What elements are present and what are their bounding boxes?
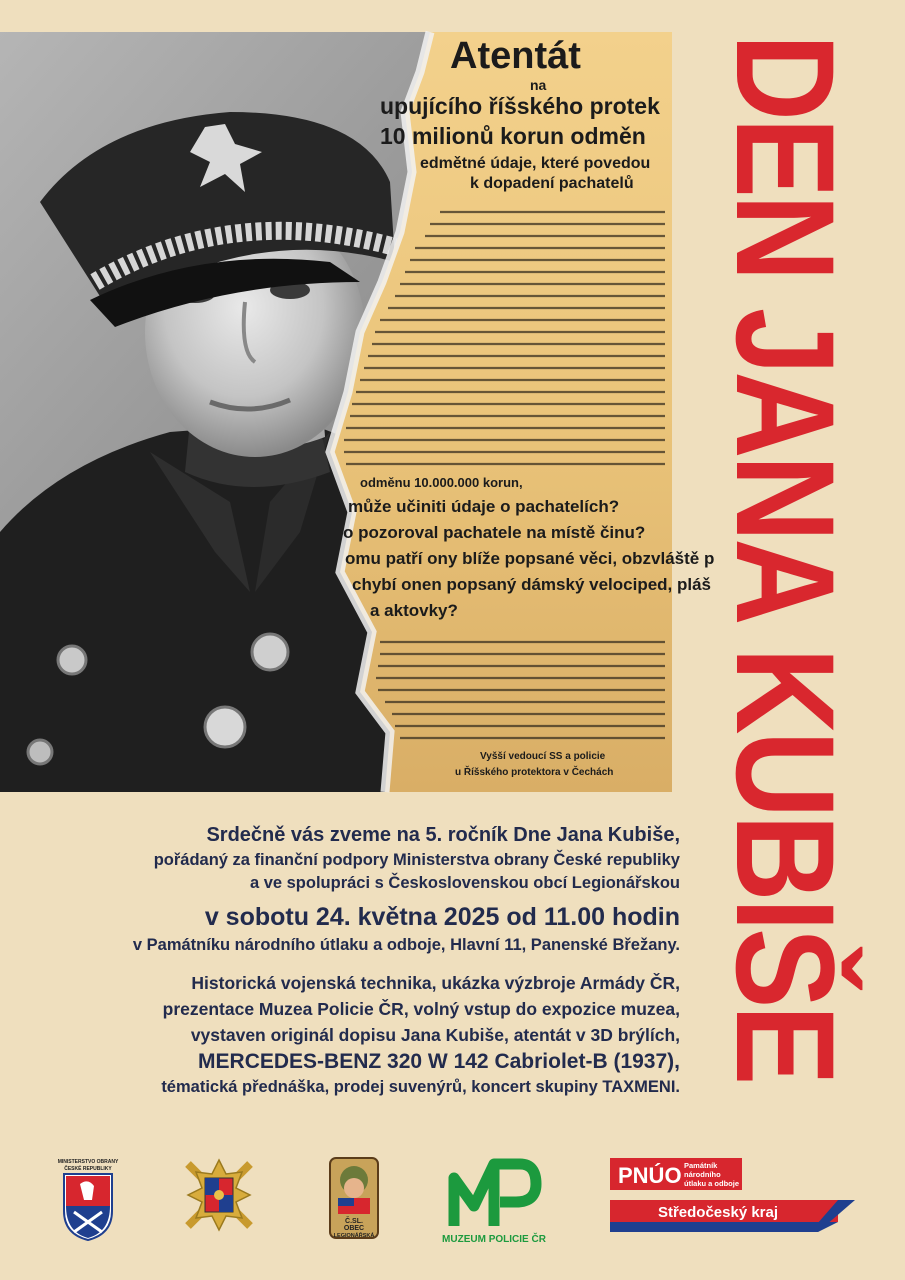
uniform-button [252,634,288,670]
uniform-button [58,646,86,674]
invite-line: pořádaný za finanční podpory Ministerstva obrany České republiky [153,851,680,869]
mp-monogram-icon [454,1164,494,1226]
photo-illustration [0,32,715,792]
program-line-car: MERCEDES-BENZ 320 W 142 Cabriolet-B (1937), [198,1050,680,1073]
logo-label: útlaku a odboje [684,1179,740,1188]
program-line: Historická vojenská technika, ukázka výzbroje Armády ČR, [191,973,680,993]
logo-label: LEGIONÁŘSKÁ [333,1233,375,1239]
newspaper-line: edmětné údaje, které povedou [420,155,651,172]
uniform-button [28,740,52,764]
logo-label: MINISTERSTVO OBRANY [57,1159,119,1165]
event-description [20,822,680,1098]
logo-label: Památník [684,1161,718,1170]
newspaper-signature: u Říšského protektora v Čechách [455,767,614,778]
event-date: v sobotu 24. května 2025 od 11.00 hodin [204,903,680,931]
newspaper-signature: Vyšší vedoucí SS a policie [480,751,606,762]
newspaper-line: odměnu 10.000.000 korun, [360,475,523,490]
vertical-title-container [700,34,870,1124]
partner-logos [0,1150,905,1250]
logo-label: národního [684,1170,721,1179]
newspaper-line: k dopadení pachatelů [470,175,634,192]
logo-label: Č.SL. [345,1218,363,1225]
newspaper-line: na [530,77,547,93]
newspaper-line: upujícího říšského protek [380,93,660,119]
police-museum-logo [440,1156,548,1246]
ministry-of-defence-logo [58,1156,118,1242]
invite-line: Srdečně vás zveme na 5. ročník Dne Jana Kubiše, [206,824,680,846]
newspaper-question: chybí onen popsaný dámský velociped, pláš [352,575,712,594]
newspaper-question: a aktovky? [370,601,458,620]
newspaper-line: 10 milionů korun odměn [380,123,646,149]
logo-label: MUZEUM POLICIE ČR [442,1234,546,1245]
poster-title: DEN JANA KUBIŠE [707,34,864,1082]
logo-label: ČESKÉ REPUBLIKY [64,1166,112,1172]
newspaper-question: může učiniti údaje o pachatelích? [348,497,620,516]
program-line: tématická přednáška, prodej suvenýrů, koncert skupiny TAXMENI. [161,1078,680,1096]
uniform-button [205,707,245,747]
csol-logo [328,1156,380,1240]
emblem-center-icon [214,1190,224,1200]
army-emblem-logo [180,1156,258,1234]
region-logo-text: Středočeský kraj [657,1204,779,1221]
program-line: prezentace Muzea Policie ČR, volný vstup do expozice muzea, [162,999,680,1019]
program-line: vystaven originál dopisu Jana Kubiše, atentát v 3D brýlích, [190,1025,680,1045]
newspaper-headline: Atentát [450,35,581,77]
newspaper-question: o pozoroval pachatele na místě činu? [343,523,646,542]
newspaper-question: omu patří ony blíže popsané věci, obzvláště p [345,549,715,568]
pnuo-logo-text: PNÚO [618,1163,682,1188]
hero-photo-collage [0,32,715,792]
pnuo-and-region-logos [610,1158,855,1238]
event-place: v Památníku národního útlaku a odboje, Hlavní 11, Panenské Břežany. [132,936,680,954]
invite-line: a ve spolupráci s Československou obcí Legionářskou [249,874,680,892]
logo-label: OBEC [343,1225,365,1232]
